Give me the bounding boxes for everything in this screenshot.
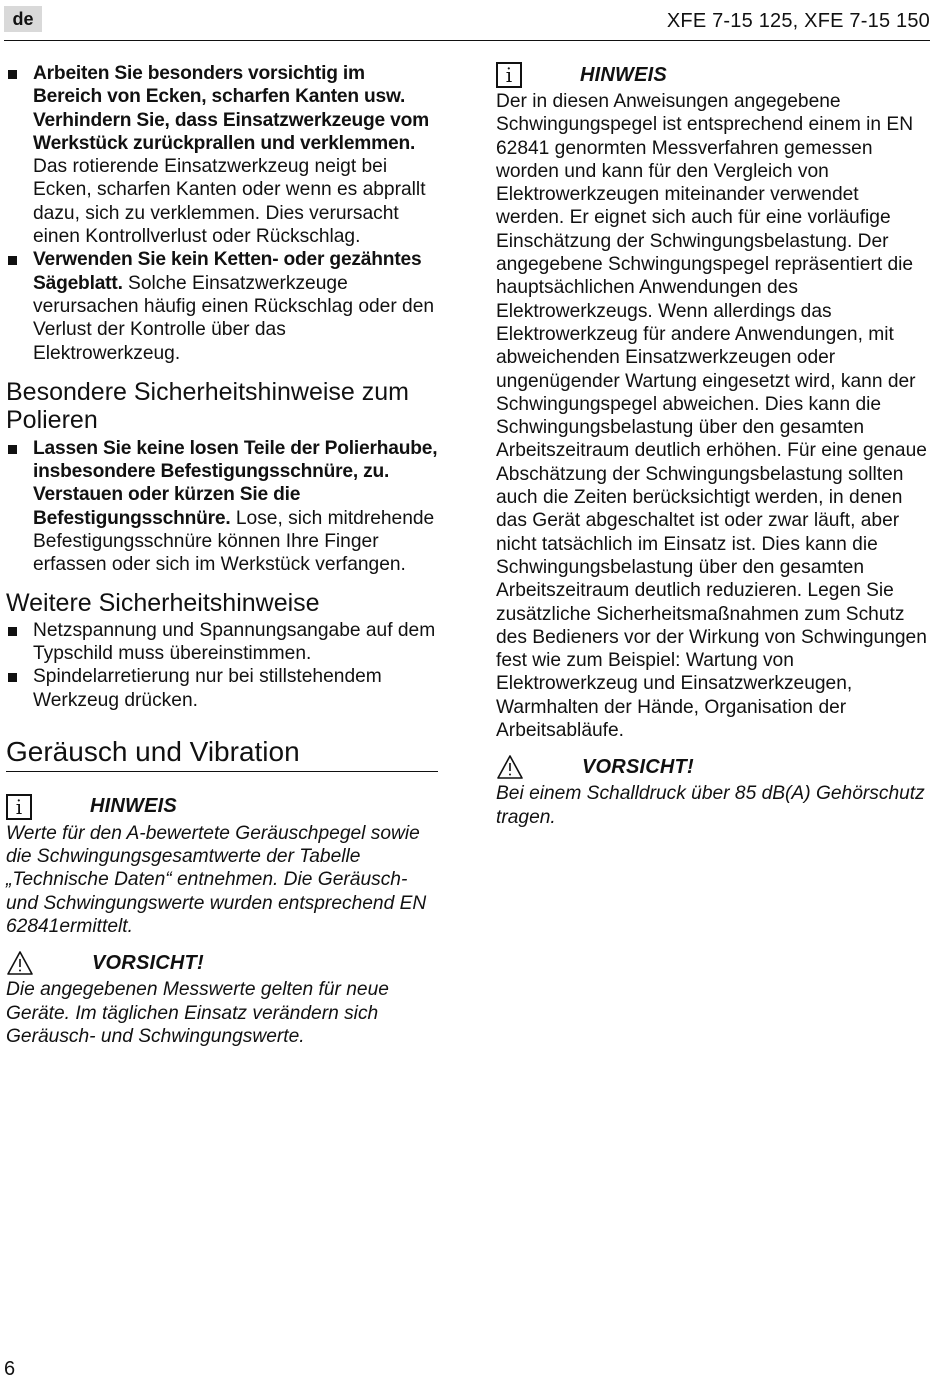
hinweis-box — [6, 792, 438, 938]
hinweis-title: HINWEIS — [90, 795, 177, 818]
list-item-text: Lose, sich mitdrehende Befestigungsschnüre können Ihre Finger erfassen oder sich im Werkstück verfangen. — [33, 507, 435, 576]
vorsicht-header — [6, 948, 438, 978]
info-icon: i — [496, 62, 522, 88]
page-number: 6 — [4, 1358, 16, 1380]
list-item — [6, 248, 438, 364]
vorsicht-title: VORSICHT! — [582, 755, 694, 778]
hinweis-header — [496, 60, 928, 90]
list-item-bold: Lassen Sie keine losen Teile der Polierhaube, insbesondere Befestigungsschnüre, zu. Verstauen oder kürzen Sie die Befestigungsschnüre. — [33, 437, 438, 529]
hinweis-box — [496, 60, 928, 742]
hinweis-text: Der in diesen Anweisungen angegebene Schwingungspegel ist entsprechend einem in EN 62841 genormten Messverfahren gemessen worden und kann für den Vergleich von Elektrowerkzeugen miteinander verwendet werden. Er eignet sich auch für eine vorläufige Einschätzung der Schwingungsbelastung. Der angegebene Schwingungspegel repräsentiert die hauptsächlichen Anwendungen des Elektrowerkzeugs. Wenn allerdings das Elektrowerkzeug für andere Anwendungen, mit abweichenden Einsatzwerkzeugen oder ungenügender Wartung eingesetzt wird, kann der Schwingungspegel abweichen. Dies kann die Schwingungsbelastung über den gesamten Arbeitszeitraum deutlich erhöhen. Für eine genaue Abschätzung der Schwingungsbelastung sollten auch die Zeiten berücksichtigt werden, in denen das Gerät abgeschaltet ist oder zwar läuft, aber nicht tatsächlich im Einsatz ist. Dies kann die Schwingungsbelastung über den gesamten Arbeitszeitraum deutlich reduzieren. Legen Sie zusätzliche Sicherheitsmaßnahmen zum Schutz des Bedieners vor der Wirkung von Schwingungen fest wie zum Beispiel: Wartung von Elektrowerkzeug und Einsatzwerkzeugen, Warmhalten der Hände, Organisation der Arbeitsabläufe. — [496, 91, 927, 742]
vorsicht-text: Die angegebenen Messwerte gelten für neue Geräte. Im täglichen Einsatz verändern sich Geräusch- und Schwingungswerte. — [6, 979, 389, 1047]
safety-list-general — [6, 62, 438, 365]
warning-icon — [496, 754, 524, 780]
header-divider — [4, 40, 930, 41]
list-item — [6, 62, 438, 248]
left-column — [6, 62, 438, 1048]
list-item — [6, 437, 438, 577]
safety-list-weitere — [6, 619, 438, 712]
list-item-text: Das rotierende Einsatzwerkzeug neigt bei Ecken, scharfen Kanten oder wenn es abprallt dazu, sich zu verklemmen. Dies verursacht einen Kontrollverlust oder Rückschlag. — [33, 156, 426, 248]
hinweis-header — [6, 792, 438, 822]
vorsicht-box — [496, 752, 928, 829]
info-icon: i — [6, 794, 32, 820]
safety-list-polieren — [6, 437, 438, 577]
page-header — [0, 0, 950, 42]
list-item-bold: Verwenden Sie kein Ketten- oder gezähntes Sägeblatt. — [33, 249, 422, 294]
vorsicht-text: Bei einem Schalldruck über 85 dB(A) Gehörschutz tragen. — [496, 783, 925, 828]
list-item-bold: Arbeiten Sie besonders vorsichtig im Bereich von Ecken, scharfen Kanten usw. Verhindern Sie, dass Einsatzwerkzeuge vom Werkstück zurückprallen und verklemmen. — [33, 63, 429, 154]
model-title: XFE 7-15 125, XFE 7-15 150 — [666, 10, 930, 32]
vorsicht-box — [6, 948, 438, 1048]
vorsicht-title: VORSICHT! — [92, 951, 204, 974]
right-column — [496, 60, 928, 829]
list-item: Netzspannung und Spannungsangabe auf dem Typschild muss übereinstimmen. — [6, 619, 438, 666]
warning-icon — [6, 950, 34, 976]
hinweis-text: Werte für den A-bewertete Geräuschpegel sowie die Schwingungsgesamtwerte der Tabelle „Technische Daten“ entnehmen. Die Geräusch- und Schwingungswerte wurden entsprechend EN 62841ermittelt. — [6, 822, 427, 938]
heading-geraeusch: Geräusch und Vibration — [6, 736, 438, 772]
language-badge: de — [4, 6, 42, 32]
list-item: Spindelarretierung nur bei stillstehendem Werkzeug drücken. — [6, 665, 438, 712]
hinweis-title: HINWEIS — [580, 63, 667, 86]
list-item-text: Solche Einsatzwerkzeuge verursachen häufig einen Rückschlag oder den Verlust der Kontrolle über das Elektrowerkzeug. — [33, 272, 435, 364]
heading-weitere: Weitere Sicherheitshinweise — [6, 588, 320, 617]
heading-polieren: Besondere Sicherheitshinweise zum Polieren — [6, 377, 409, 434]
vorsicht-header — [496, 752, 928, 782]
